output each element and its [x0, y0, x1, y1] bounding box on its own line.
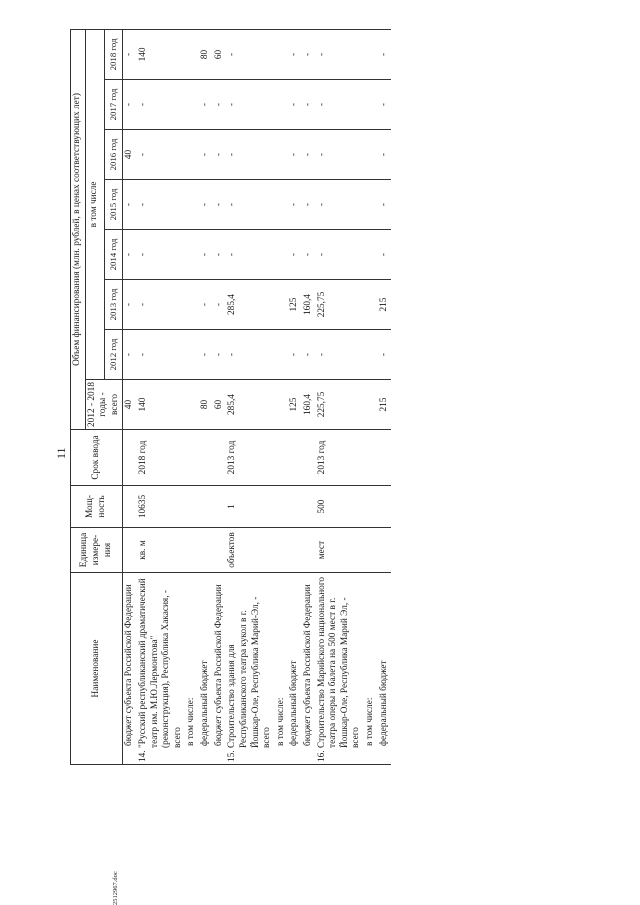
row-unit [378, 528, 392, 573]
row-year-value: - [199, 280, 213, 330]
row-year-value: - [213, 180, 227, 230]
row-year-value [275, 29, 289, 79]
row-year-value [275, 230, 289, 280]
row-capacity [199, 486, 213, 528]
row-year-value [275, 130, 289, 180]
table-row [123, 29, 137, 764]
row-year-value: - [123, 180, 137, 230]
row-year-value: 140 [137, 29, 185, 79]
row-capacity [288, 486, 302, 528]
row-year-value [364, 180, 378, 230]
row-year-value: - [288, 230, 302, 280]
row-year-value [364, 80, 378, 130]
row-year-value [275, 280, 289, 330]
row-year-value [185, 280, 199, 330]
row-year-value [364, 230, 378, 280]
row-name-cell: бюджет субъекта Российской Федерации [123, 573, 137, 765]
header-unit: Единица измере-ния [71, 528, 123, 573]
row-year-value: - [226, 230, 274, 280]
row-total: 140 [137, 380, 185, 430]
row-year-value: - [316, 80, 364, 130]
header-year: 2014 год [104, 230, 123, 280]
row-name-cell: федеральный бюджет [378, 573, 392, 765]
row-year-value [185, 230, 199, 280]
row-year-value: - [302, 80, 316, 130]
row-year-value: - [288, 180, 302, 230]
row-year-value: - [288, 80, 302, 130]
row-term: 2018 год [137, 430, 185, 486]
row-capacity [123, 486, 137, 528]
row-year-value: - [302, 130, 316, 180]
row-name-cell: федеральный бюджет [199, 573, 213, 765]
row-capacity [302, 486, 316, 528]
row-total [275, 380, 289, 430]
row-name-cell: в том числе: [185, 573, 199, 765]
row-capacity [378, 486, 392, 528]
row-year-value: - [199, 130, 213, 180]
row-year-value [364, 280, 378, 330]
row-year-value: 60 [213, 29, 227, 79]
table-row [364, 29, 378, 764]
row-term [302, 430, 316, 486]
row-year-value: - [302, 29, 316, 79]
header-year: 2012 год [104, 330, 123, 380]
row-year-value: - [123, 80, 137, 130]
header-name: Наименование [71, 573, 123, 765]
row-year-value: - [288, 130, 302, 180]
row-year-value: 125 [288, 280, 302, 330]
row-year-value: 215 [378, 280, 392, 330]
row-name-cell: в том числе: [275, 573, 289, 765]
row-year-value: - [123, 280, 137, 330]
row-total: 215 [378, 380, 392, 430]
row-year-value: - [199, 330, 213, 380]
row-year-value [364, 29, 378, 79]
row-year-value: - [213, 80, 227, 130]
row-year-value: - [213, 280, 227, 330]
row-unit [185, 528, 199, 573]
row-year-value [275, 330, 289, 380]
row-term: 2013 год [226, 430, 274, 486]
table-row [302, 29, 316, 764]
row-year-value: - [316, 130, 364, 180]
row-number: 16. [316, 750, 327, 762]
funding-table [70, 29, 391, 765]
row-year-value: - [137, 130, 185, 180]
header-including: в том числе [85, 29, 104, 379]
row-name-cell [226, 573, 274, 765]
row-total: 40 [123, 380, 137, 430]
row-year-value: - [378, 29, 392, 79]
row-name: Строительство здания для Республиканского театра кукол в г. Йошкар-Оле, Республика Марий-Эл, - всего [227, 596, 273, 748]
row-name: Строительство Марийского национального театра оперы и балета на 500 мест в г. Йошкар-Оле, Республика Марий Эл, - всего [316, 576, 362, 748]
row-term [213, 430, 227, 486]
row-term [123, 430, 137, 486]
row-capacity: 10635 [137, 486, 185, 528]
row-unit [288, 528, 302, 573]
row-year-value: - [226, 29, 274, 79]
row-capacity [275, 486, 289, 528]
row-year-value: - [226, 330, 274, 380]
table-row [288, 29, 302, 764]
table-row [275, 29, 289, 764]
row-number: 15. [227, 750, 238, 762]
row-capacity [185, 486, 199, 528]
row-unit [123, 528, 137, 573]
row-year-value: - [378, 230, 392, 280]
row-number: 14. [138, 750, 149, 762]
row-capacity [213, 486, 227, 528]
row-name-cell [137, 573, 185, 765]
row-year-value: 225,75 [316, 280, 364, 330]
row-name: "Русский республиканский драматический театр им. М.Ю.Лермонтова" (реконструкция), Республика Хакасия, - всего [138, 578, 183, 748]
row-year-value [275, 180, 289, 230]
row-year-value: - [316, 29, 364, 79]
row-unit [364, 528, 378, 573]
row-year-value: - [316, 330, 364, 380]
row-unit [275, 528, 289, 573]
row-unit: кв. м [137, 528, 185, 573]
row-term: 2013 год [316, 430, 364, 486]
row-year-value: - [226, 130, 274, 180]
table-row [137, 29, 185, 764]
row-year-value: - [378, 130, 392, 180]
row-year-value: - [199, 230, 213, 280]
row-term [288, 430, 302, 486]
row-year-value: - [137, 280, 185, 330]
row-total: 225,75 [316, 380, 364, 430]
page-number: 11 [54, 447, 68, 459]
row-name-cell: бюджет субъекта Российской Федерации [213, 573, 227, 765]
table-row [213, 29, 227, 764]
row-total: 125 [288, 380, 302, 430]
row-year-value: 285,4 [226, 280, 274, 330]
table-row [316, 29, 364, 764]
row-capacity: 500 [316, 486, 364, 528]
row-year-value: 40 [123, 130, 137, 180]
row-year-value: - [213, 330, 227, 380]
table-row [185, 29, 199, 764]
row-name-cell: бюджет субъекта Российской Федерации [302, 573, 316, 765]
header-term: Срок ввода [71, 430, 123, 486]
row-year-value: - [302, 230, 316, 280]
table-row [199, 29, 213, 764]
row-name-cell [316, 573, 364, 765]
row-total [364, 380, 378, 430]
row-year-value: - [123, 230, 137, 280]
row-year-value [185, 29, 199, 79]
row-unit: мест [316, 528, 364, 573]
row-year-value: - [137, 330, 185, 380]
row-year-value: - [137, 80, 185, 130]
header-year: 2017 год [104, 80, 123, 130]
row-year-value: - [213, 230, 227, 280]
header-total: 2012 - 2018 годы - всего [85, 380, 123, 430]
table-row [378, 29, 392, 764]
row-year-value: - [302, 330, 316, 380]
row-year-value: 80 [199, 29, 213, 79]
row-year-value: - [316, 230, 364, 280]
row-year-value: - [213, 130, 227, 180]
row-year-value: - [378, 80, 392, 130]
row-year-value [185, 130, 199, 180]
row-capacity [364, 486, 378, 528]
row-year-value [275, 80, 289, 130]
row-total: 60 [213, 380, 227, 430]
header-funding: Объем финансирования (млн. рублей, в ценах соответствующих лет) [71, 29, 86, 429]
row-year-value: - [288, 330, 302, 380]
row-name-cell: федеральный бюджет [288, 573, 302, 765]
row-unit [302, 528, 316, 573]
row-name-cell: в том числе: [364, 573, 378, 765]
row-total: 160,4 [302, 380, 316, 430]
row-term [199, 430, 213, 486]
row-year-value [364, 330, 378, 380]
row-term [185, 430, 199, 486]
row-year-value [185, 330, 199, 380]
row-total [185, 380, 199, 430]
table-row [226, 29, 274, 764]
row-year-value: - [137, 230, 185, 280]
row-year-value: - [378, 180, 392, 230]
row-total: 80 [199, 380, 213, 430]
header-year: 2018 год [104, 29, 123, 79]
table-body [123, 29, 391, 764]
row-year-value [185, 80, 199, 130]
row-year-value: - [199, 80, 213, 130]
row-year-value: - [123, 330, 137, 380]
header-year: 2013 год [104, 280, 123, 330]
row-capacity: 1 [226, 486, 274, 528]
row-year-value: - [302, 180, 316, 230]
header-year: 2016 год [104, 130, 123, 180]
row-year-value: 160,4 [302, 280, 316, 330]
row-year-value: - [226, 80, 274, 130]
footer-doc-id: 2512967.doc [112, 871, 119, 905]
row-unit: объектов [226, 528, 274, 573]
header-capacity: Мощ-ность [71, 486, 123, 528]
row-unit [199, 528, 213, 573]
row-year-value: - [226, 180, 274, 230]
row-year-value: - [316, 180, 364, 230]
row-unit [213, 528, 227, 573]
row-year-value: - [123, 29, 137, 79]
row-year-value: - [137, 180, 185, 230]
row-year-value [364, 130, 378, 180]
row-term [364, 430, 378, 486]
header-year: 2015 год [104, 180, 123, 230]
row-year-value: - [288, 29, 302, 79]
row-year-value: - [199, 180, 213, 230]
row-year-value [185, 180, 199, 230]
row-year-value: - [378, 330, 392, 380]
row-term [378, 430, 392, 486]
row-term [275, 430, 289, 486]
row-total: 285,4 [226, 380, 274, 430]
